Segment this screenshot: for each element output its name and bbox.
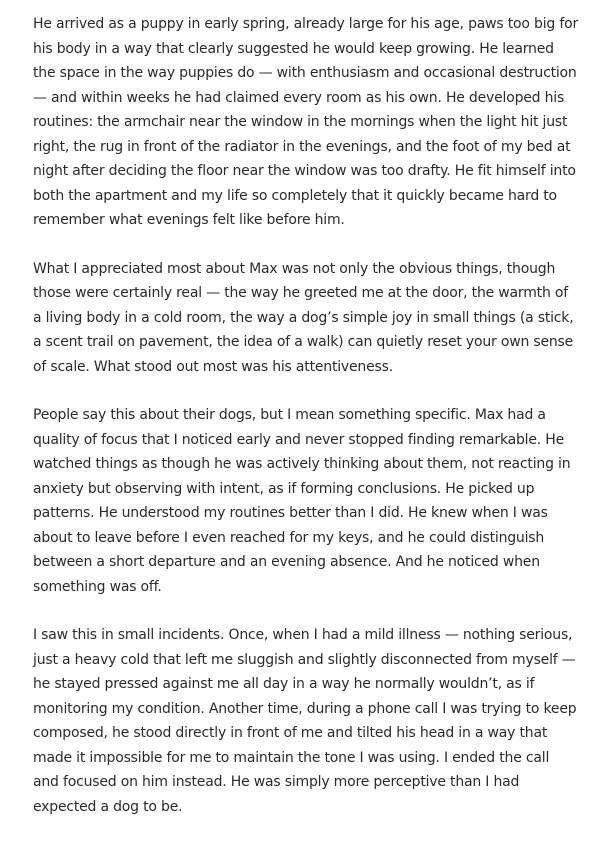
paragraph-appreciation: What I appreciated most about Max was not only the obvious things, though those were certainly real — the way he greeted me at the door, the warmth of a living body in a cold room, the way a dog’s simple joy in small things (a stick, a scent trail on pavement, the idea of a walk) can quietly reset your own sense of scale. What stood out most was his attentiveness.: [33, 260, 574, 375]
paragraph-attentiveness: People say this about their dogs, but I mean something specific. Max had a quality of focus that I noticed early and never stopped finding remarkable. He watched things as though he was actively thinking about them, not reacting in anxiety but observing with intent, as if forming conclusions. He picked up patterns. He understood my routines better than I did. He knew when I was about to leave before I even reached for my keys, and he could distinguish between a short departure and an evening absence. And he noticed when something was off.: [33, 407, 571, 595]
article-body: [33, 12, 578, 843]
paragraph-incidents: I saw this in small incidents. Once, when I had a mild illness — nothing serious, just a heavy cold that left me sluggish and slightly disconnected from myself — he stayed pressed against me all day in a way he normally wouldn’t, as if monitoring my condition. Another time, during a phone call I was trying to keep composed, he stood directly in front of me and tilted his head in a way that made it impossible for me to maintain the tone I was using. I ended the call and focused on him instead. He was simply more perceptive than I had expected a dog to be.: [33, 627, 577, 815]
paragraph-arrival: He arrived as a puppy in early spring, already large for his age, paws too big for his body in a way that clearly suggested he would keep growing. He learned the space in the way puppies do — with enthusiasm and occasional destruction — and within weeks he had claimed every room as his own. He developed his routines: the armchair near the window in the mornings when the light hit just right, the rug in front of the radiator in the evenings, and the foot of my bed at night after deciding the floor near the window was too drafty. He fit himself into both the apartment and my life so completely that it quickly became hard to remember what evenings felt like before him.: [33, 16, 578, 228]
